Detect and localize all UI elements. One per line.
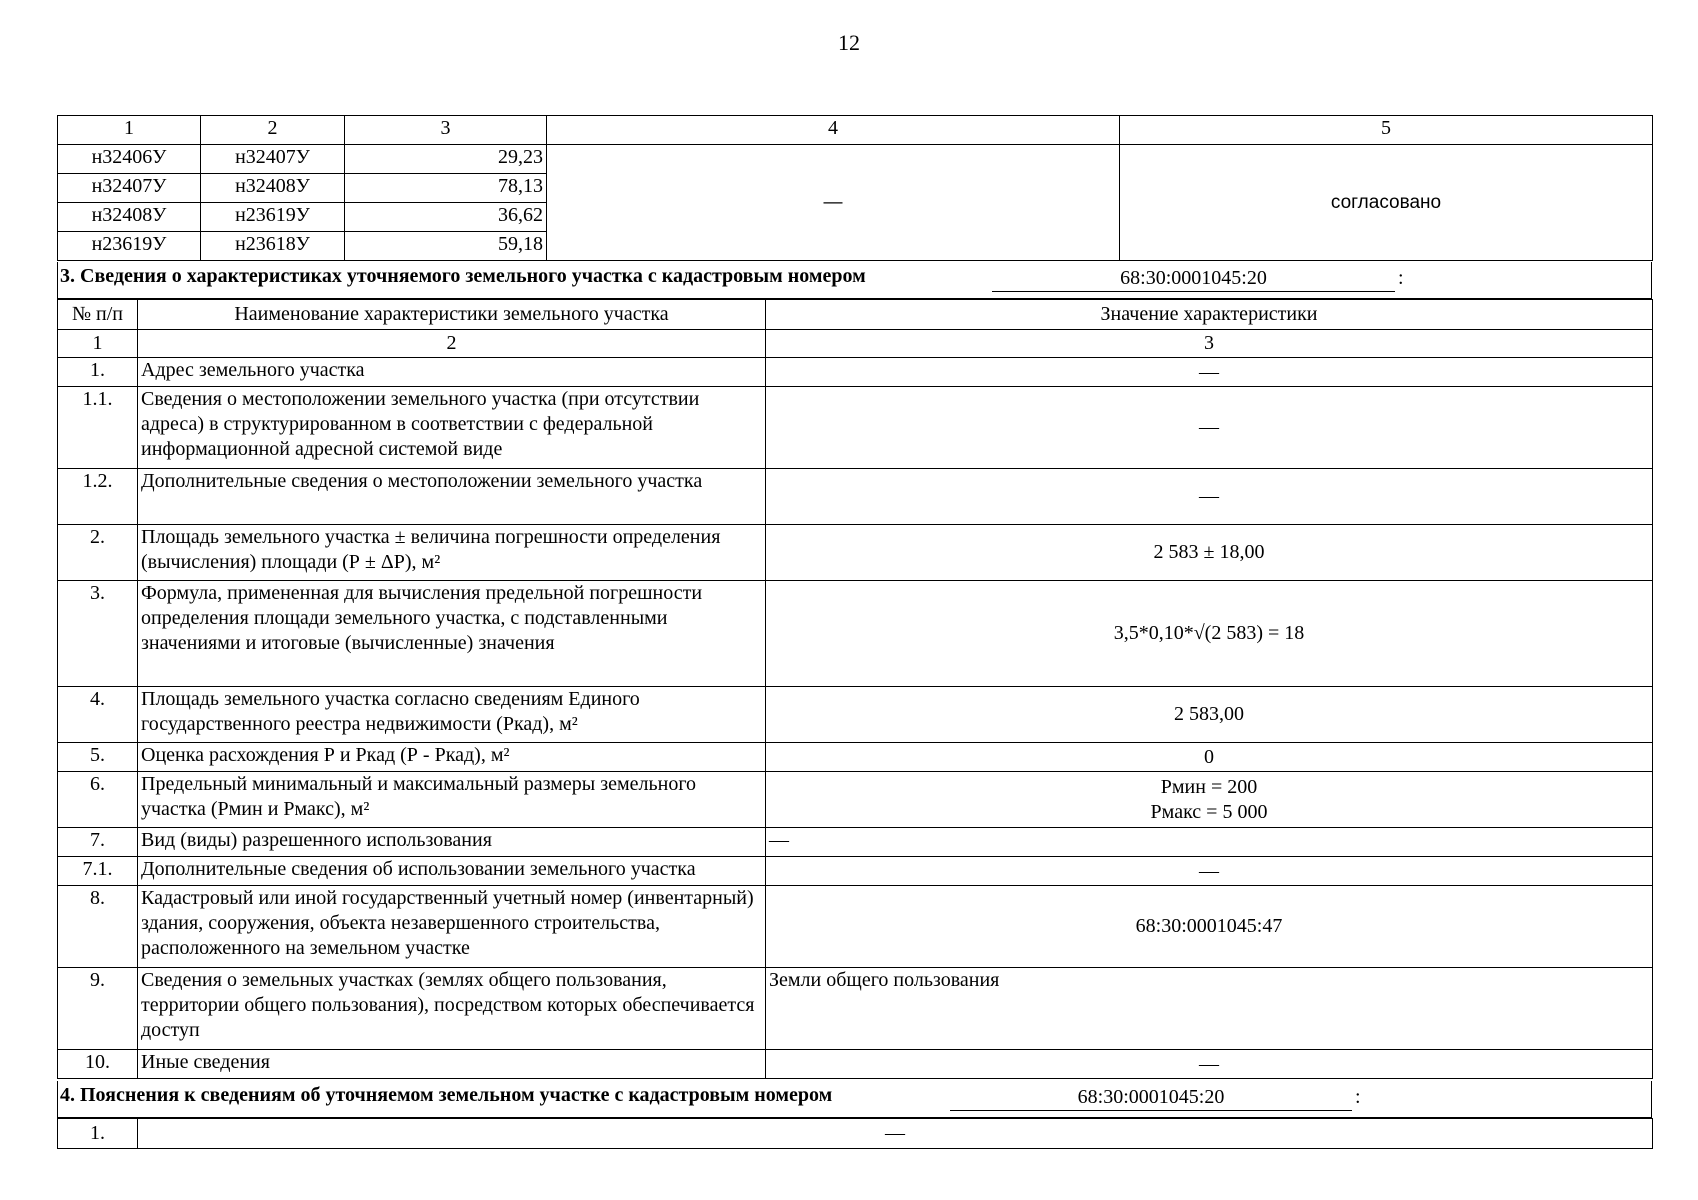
row-num: 1. <box>58 1119 138 1149</box>
row-value <box>766 772 1653 828</box>
index-2: 2 <box>138 330 766 358</box>
header-value: Значение характеристики <box>766 300 1653 330</box>
row-value: — <box>766 387 1653 469</box>
header-num: № п/п <box>58 300 138 330</box>
row-num: 5. <box>58 743 138 772</box>
row-name: Формула, примененная для вычисления предельной погрешности определения площади земельного участка, с подставленными значениями и итоговые (вычисленные) значения <box>138 581 766 687</box>
row-value: — <box>766 358 1653 387</box>
table-row <box>58 857 1653 886</box>
row-value: — <box>766 857 1653 886</box>
row-num: 6. <box>58 772 138 828</box>
section3-colon: : <box>1398 267 1404 289</box>
table-row <box>58 358 1653 387</box>
row-num: 9. <box>58 968 138 1050</box>
segment-length: 78,13 <box>345 174 547 203</box>
row-num: 2. <box>58 525 138 581</box>
boundary-header-2: 2 <box>201 116 345 145</box>
table-row <box>58 387 1653 469</box>
point-from: н32408У <box>58 203 201 232</box>
table-row <box>58 886 1653 968</box>
table-row <box>58 968 1653 1050</box>
row-value: — <box>766 469 1653 525</box>
row-value: 3,5*0,10*√(2 583) = 18 <box>766 581 1653 687</box>
row-num: 3. <box>58 581 138 687</box>
segment-length: 36,62 <box>345 203 547 232</box>
section3-title: 3. Сведения о характеристиках уточняемого земельного участка с кадастровым номером <box>60 265 866 287</box>
section4-title-bar <box>57 1081 1652 1118</box>
explanations-table <box>57 1118 1653 1149</box>
row-name: Предельный минимальный и максимальный размеры земельного участка (Рмин и Рмакс), м² <box>138 772 766 828</box>
row-name: Иные сведения <box>138 1050 766 1079</box>
boundary-header-row <box>58 116 1653 145</box>
row-num: 1. <box>58 358 138 387</box>
point-to: н32408У <box>201 174 345 203</box>
index-1: 1 <box>58 330 138 358</box>
table-row <box>58 772 1653 828</box>
row-value: 68:30:0001045:47 <box>766 886 1653 968</box>
boundary-col5-value: согласовано <box>1120 145 1653 261</box>
row-name: Площадь земельного участка ± величина погрешности определения (вычисления) площади (Р ± ΔР), м² <box>138 525 766 581</box>
row-num: 10. <box>58 1050 138 1079</box>
row-value: 2 583,00 <box>766 687 1653 743</box>
characteristics-table <box>57 299 1653 1079</box>
row-num: 1.1. <box>58 387 138 469</box>
row-value-line-1: Рмин = 200 <box>1160 775 1258 798</box>
row-name: Сведения о земельных участках (землях общего пользования, территории общего пользования), посредством которых обеспечивается доступ <box>138 968 766 1050</box>
row-name: Дополнительные сведения об использовании земельного участка <box>138 857 766 886</box>
row-num: 1.2. <box>58 469 138 525</box>
table-row <box>58 828 1653 857</box>
boundary-header-5: 5 <box>1120 116 1653 145</box>
section4-cadastral-number: 68:30:0001045:20 <box>950 1085 1352 1111</box>
segment-length: 29,23 <box>345 145 547 174</box>
boundary-header-1: 1 <box>58 116 201 145</box>
row-name: Вид (виды) разрешенного использования <box>138 828 766 857</box>
row-value: 2 583 ± 18,00 <box>766 525 1653 581</box>
row-name: Площадь земельного участка согласно сведениям Единого государственного реестра недвижимости (Ркад), м² <box>138 687 766 743</box>
row-value: — <box>766 828 1653 857</box>
point-from: н32407У <box>58 174 201 203</box>
row-name: Адрес земельного участка <box>138 358 766 387</box>
row-num: 7.1. <box>58 857 138 886</box>
row-name: Сведения о местоположении земельного участка (при отсутствии адреса) в структурированном в соответствии с федеральной информационной адресной системой виде <box>138 387 766 469</box>
header-name: Наименование характеристики земельного участка <box>138 300 766 330</box>
row-name: Кадастровый или иной государственный учетный номер (инвентарный) здания, сооружения, объекта незавершенного строительства, расположенного на земельном участке <box>138 886 766 968</box>
table-row <box>58 687 1653 743</box>
boundary-header-4: 4 <box>547 116 1120 145</box>
row-name: Дополнительные сведения о местоположении земельного участка <box>138 469 766 525</box>
row-value: — <box>766 1050 1653 1079</box>
table-row <box>58 469 1653 525</box>
table-row <box>58 1119 1653 1149</box>
point-from: н23619У <box>58 232 201 261</box>
index-3: 3 <box>766 330 1653 358</box>
point-to: н32407У <box>201 145 345 174</box>
section4-colon: : <box>1355 1086 1361 1108</box>
row-value: Земли общего пользования <box>766 968 1653 1050</box>
row-name: Оценка расхождения Р и Ркад (Р - Ркад), м² <box>138 743 766 772</box>
point-to: н23618У <box>201 232 345 261</box>
row-value: — <box>138 1119 1653 1149</box>
section3-title-bar <box>57 262 1652 299</box>
table-row <box>58 145 1653 174</box>
row-num: 8. <box>58 886 138 968</box>
characteristics-header-row <box>58 300 1653 330</box>
table-row <box>58 581 1653 687</box>
segment-length: 59,18 <box>345 232 547 261</box>
row-num: 7. <box>58 828 138 857</box>
boundary-header-3: 3 <box>345 116 547 145</box>
point-to: н23619У <box>201 203 345 232</box>
section4-title: 4. Пояснения к сведениям об уточняемом земельном участке с кадастровым номером <box>60 1084 833 1106</box>
row-num: 4. <box>58 687 138 743</box>
characteristics-index-row <box>58 330 1653 358</box>
boundary-table <box>57 115 1653 261</box>
table-row <box>58 743 1653 772</box>
section3-cadastral-number: 68:30:0001045:20 <box>992 266 1395 292</box>
table-row <box>58 525 1653 581</box>
row-value-line-2: Рмакс = 5 000 <box>1150 800 1268 823</box>
page-number: 12 <box>838 30 860 55</box>
table-row <box>58 1050 1653 1079</box>
row-value: 0 <box>766 743 1653 772</box>
point-from: н32406У <box>58 145 201 174</box>
boundary-col4-value: — <box>547 145 1120 261</box>
